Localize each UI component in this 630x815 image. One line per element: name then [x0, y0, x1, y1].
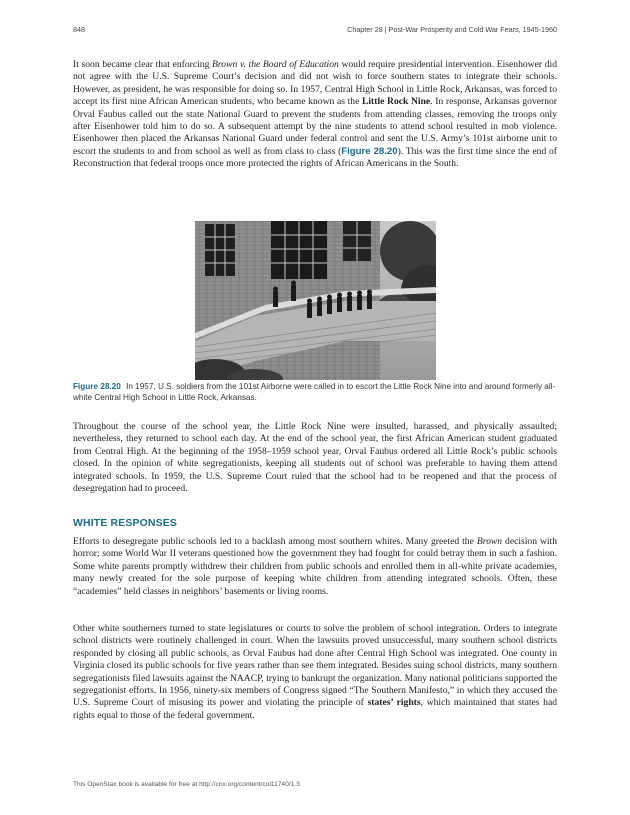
figure-link[interactable]: Figure 28.20: [341, 145, 398, 157]
text-run: ). This was the first time since the end of Reconstruction that federal troops once more protected the rights of African Americans in the South.: [73, 145, 557, 170]
figure-photo: [195, 221, 436, 380]
page-header: [73, 25, 557, 37]
paragraph-little-rock: [73, 59, 557, 171]
figure-caption-text: In 1957, U.S. soldiers from the 101st Airborne were called in to escort the Little Rock Nine into and around formerly all-white Central High School in Little Rock, Arkansas.: [73, 382, 556, 402]
figure-caption: [73, 382, 557, 403]
page-footer: This OpenStax book is available for free at http://cnx.org/content/col11740/1.3: [73, 781, 300, 788]
photo-soldiers-escort-illustration: [195, 221, 436, 380]
figure-label: Figure 28.20: [73, 382, 121, 391]
case-title: Brown v. the Board of Education: [212, 59, 339, 70]
key-term-states-rights: states’ rights: [367, 697, 421, 709]
text-run: , which maintained that states had rights equal to those of the federal government.: [73, 697, 558, 721]
key-term-little-rock-nine: Little Rock Nine: [361, 96, 431, 108]
text-run: It soon became clear that enforcing: [73, 59, 213, 70]
paragraph-legislatures: [73, 623, 557, 722]
case-title: Brown: [476, 536, 503, 547]
text-run: . In response, Arkansas governor Orval Faubus called out the state National Guard to prevent the students from attending classes, removing the troops only after Eisenhower told him to do so. A subsequent attempt by the nine students to attend school resulted in mob violence. Eisenhower then placed the Arkansas National Guard under federal control and sent the U.S. Army’s 101st airborne unit to escort the students to and from school as well as from class to class (: [73, 96, 557, 157]
section-heading: WHITE RESPONSES: [73, 518, 178, 529]
text-run: decision with horror; some World War II veterans questioned how the government they had fought for could betray them in such a fashion. Some white parents promptly withdrew their children from public schools and enrolled them in all-white private academies, many newly created for the sole purpose of keeping white children from attending integrated schools. Often, these “academies” held classes in neighbors’ basements or living rooms.: [73, 536, 557, 597]
text-run: would require presidential intervention. Eisenhower did not agree with the U.S. Supreme Court’s decision and did not wish to force southern states to integrate their schools. However, as president, he was responsible for doing so. In 1957, Central High School in Little Rock, Arkansas, was forced to accept its first nine African American students, who became known as the: [73, 59, 557, 108]
chapter-title: Chapter 28 | Post-War Prosperity and Cold War Fears, 1945-1960: [347, 25, 557, 34]
paragraph-school-year: Throughout the course of the school year, the Little Rock Nine were insulted, harassed, and physically assaulted; nevertheless, they returned to school each day. At the end of the school year, the first African American student graduated from Central High. At the beginning of the 1958–1959 school year, Orval Faubus ordered all Little Rock’s public schools closed. In the opinion of white segregationists, keeping all students out of school was preferable to having them attend integrated schools. In 1959, the U.S. Supreme Court ruled that the school had to be reopened and that the process of desegregation had to proceed.: [73, 421, 557, 495]
text-run: Other white southerners turned to state legislatures or courts to solve the problem of school integration. Orders to integrate school districts were routinely challenged in court. When the lawsuits proved unsuccessful, many southern school districts responded by closing all public schools, as Orval Faubus had done after Central High School was integrated. One county in Virginia closed its public schools for five years rather than see them integrated. Besides suing school districts, many southern segregationists filed lawsuits against the NAACP, trying to bankrupt the organization. Many national politicians supported the segregationist efforts. In 1956, ninety-six members of Congress signed “The Southern Manifesto,” in which they accused the U.S. Supreme Court of misusing its power and violating the principle of: [73, 623, 557, 709]
text-run: Efforts to desegregate public schools led to a backlash among most southern whites. Many greeted the: [73, 536, 477, 547]
paragraph-backlash: [73, 536, 557, 598]
page-number: 848: [73, 25, 85, 34]
